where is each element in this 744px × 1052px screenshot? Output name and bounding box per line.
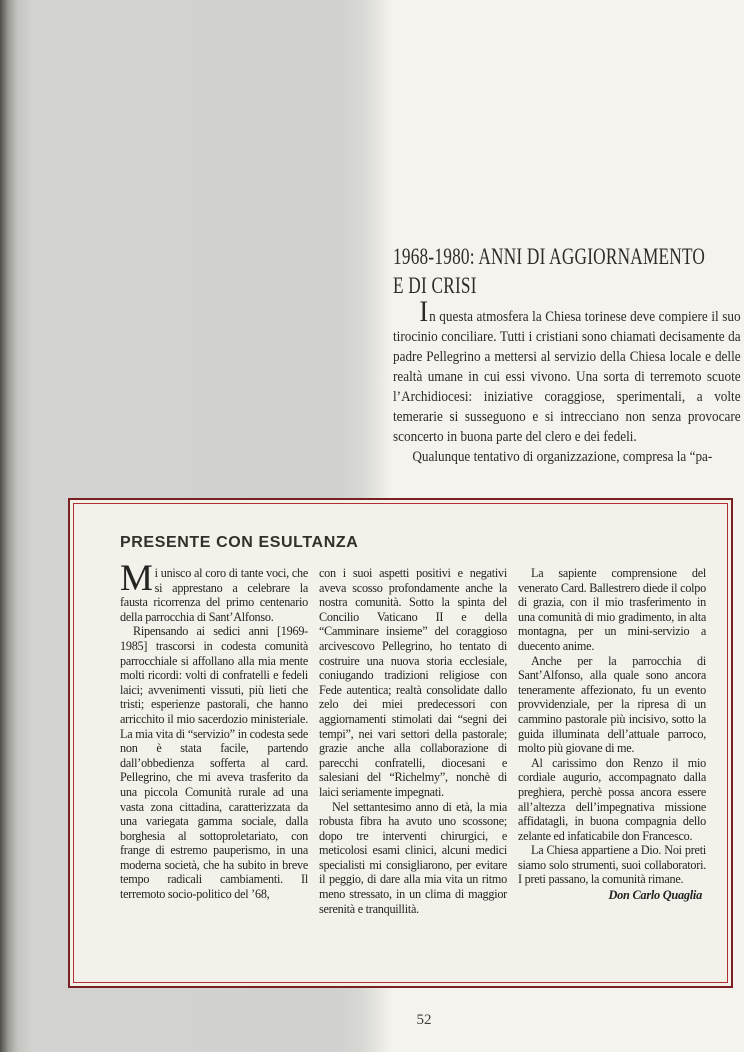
intro-paragraph-1 bbox=[393, 295, 741, 447]
column-3-paragraph-2: Anche per la parrocchia di Sant’Alfonso, alla quale sono ancora teneramente affezionato, fu un evento provvidenziale, per la ripresa di un cammino pastorale più incisivo, sotto la guida illuminata dell’attuale parroco, molto più giovane di me. bbox=[518, 653, 706, 756]
page-number: 52 bbox=[416, 1012, 432, 1028]
intro-paragraph-2: Qualunque tentativo di organizzazione, compresa la “pa- bbox=[412, 449, 713, 465]
chapter-title-line2: E DI CRISI bbox=[393, 273, 477, 298]
column-3 bbox=[518, 566, 706, 916]
boxed-feature bbox=[68, 498, 733, 988]
intro-initial-cap: I bbox=[419, 295, 429, 328]
column-1-paragraph-1-text: i unisco al coro di tante voci, che si apprestano a celebrare la fausta ricorrenza del primo centenario della parrocchia di Sant’Alfonso. bbox=[120, 566, 308, 624]
column-3-paragraph-4: La Chiesa appartiene a Dio. Noi preti siamo solo strumenti, suoi collaboratori. I preti passano, la comunità rimane. bbox=[518, 843, 706, 887]
boxed-feature-content bbox=[120, 534, 706, 916]
boxed-feature-inner-border bbox=[73, 503, 728, 983]
intro-paragraph-1-text: n questa atmosfera la Chiesa torinese deve compiere il suo tirocinio conciliare. Tutti i cristiani sono chiamati decisamente da padre Pellegrino a mettersi al servizio della Chiesa locale e delle realtà umane in cui essi vivono. Una sorta di terremoto scuote l’Archidiocesi: iniziative coraggiose, sperimentali, a volte temerarie si susseguono e si intrecciano non senza provocare sconcerto in buona parte del clero e dei fedeli. bbox=[393, 309, 741, 445]
column-1-dropcap: M bbox=[120, 558, 153, 599]
chapter-intro bbox=[393, 295, 741, 467]
author-signature: Don Carlo Quaglia bbox=[608, 888, 702, 903]
column-2-paragraph-2: Nel settantesimo anno di età, la mia robusta fibra ha avuto uno scossone; dopo tre interventi chirurgici, e meticolosi esami clinici, alcuni medici specialisti mi consigliarono, per evitare il peggio, di dare alla mia vita un ritmo meno stressato, in un clima di maggior serenità e tranquillità. bbox=[319, 799, 507, 916]
column-3-paragraph-1: La sapiente comprensione del venerato Card. Ballestrero diede il colpo di grazia, con il mio trasferimento in una comunità di mio gradimento, in alta montagna, per un mini-servizio a duecento anime. bbox=[518, 566, 706, 653]
column-1-paragraph-2: Ripensando ai sedici anni [1969-1985] trascorsi in codesta comunità parrocchiale si affollano alla mia mente molti ricordi: volti di confratelli e fedeli laici; avvenimenti vissuti, più lieti che tristi; esperienze pastorali, che hanno arricchito il mio sacerdozio ministeriale. La mia vita di “servizio” in codesta sede non è stata facile, partendo dall’obbedienza sofferta al card. Pellegrino, che mi aveva trasferito da una piccola Comunità rurale ad una vasta zona cittadina, caratterizzata da una variegata gamma sociale, dalla borghesia al sottoproletariato, con frange di estremo pauperismo, in una moderna società, che ha subito in breve tempo radicali cambiamenti. Il terremoto socio-politico del ’68, bbox=[120, 624, 308, 902]
column-3-paragraph-3: Al carissimo don Renzo il mio cordiale augurio, accompagnato dalla preghiera, perchè possa ancora essere all’altezza dell’impegnativa missione affidatagli, in buona compagnia dello zelante ed infaticabile don Francesco. bbox=[518, 755, 706, 843]
column-1-paragraph-1 bbox=[120, 558, 308, 624]
boxed-feature-heading: PRESENTE CON ESULTANZA bbox=[120, 534, 359, 551]
boxed-feature-columns bbox=[120, 558, 706, 916]
chapter-title bbox=[393, 242, 738, 300]
column-1 bbox=[120, 558, 308, 916]
chapter-title-line1: 1968-1980: ANNI DI AGGIORNAMENTO bbox=[393, 244, 706, 269]
column-2-paragraph-1: con i suoi aspetti positivi e negativi aveva scosso profondamente anche la nostra comunità. Sotto la spinta del Concilio Vaticano II e della “Camminare insieme” del coraggioso arcivescovo Pellegrino, ho tentato di costruire una nuova storia ecclesiale, coniugando tradizioni religiose con Fede autentica; realtà consolidate dallo zelo dei miei predecessori con aggiornamenti stimolati dai “segni dei tempi”, nei vari settori della pastorale; grazie anche alla collaborazione di parecchi confratelli, diocesani e salesiani del “Richelmy”, nonchè di laici seriamente impegnati. bbox=[319, 566, 507, 799]
column-2 bbox=[319, 566, 507, 916]
